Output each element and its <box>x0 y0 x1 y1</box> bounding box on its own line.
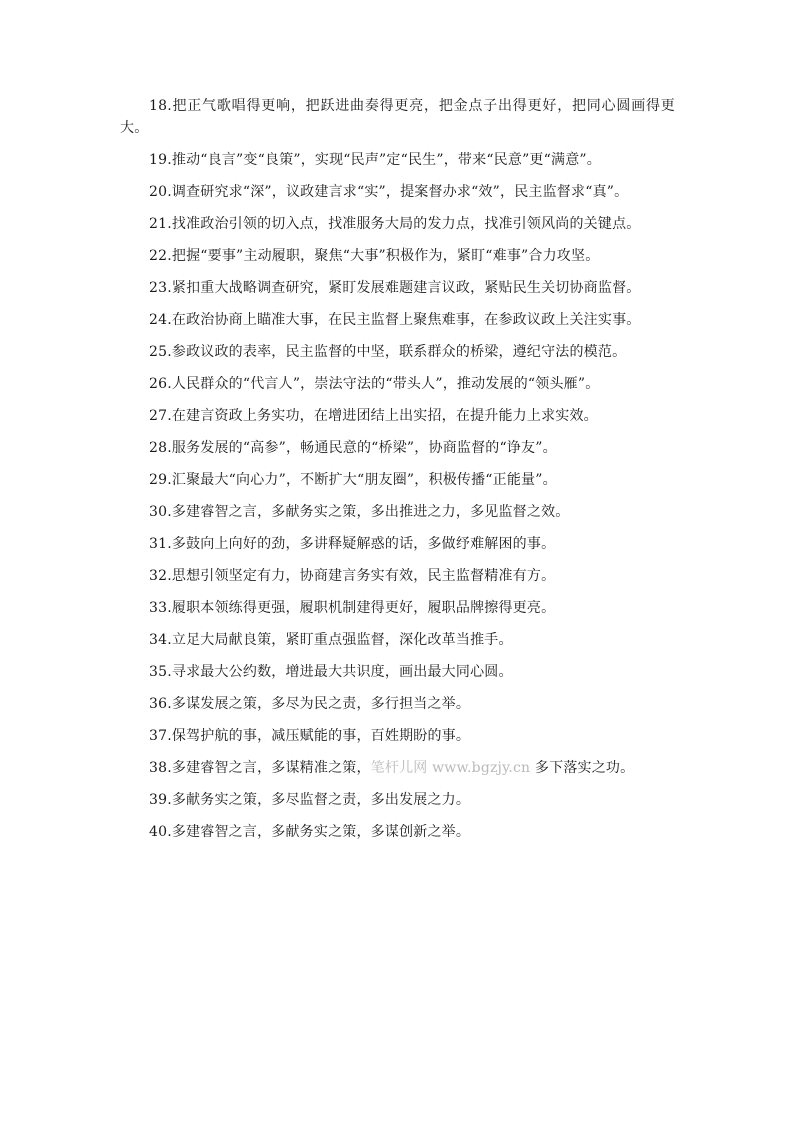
paragraph-18: 18.把正气歌唱得更响，把跃进曲奏得更亮，把金点子出得更好，把同心圆画得更大。 <box>120 98 675 136</box>
paragraph-24: 24.在政治协商上瞄准大事，在民主监督上聚焦难事，在参政议政上关注实事。 <box>149 312 641 328</box>
paragraph-32: 32.思想引领坚定有力，协商建言务实有效，民主监督精准有方。 <box>149 568 556 584</box>
paragraph-38-text-start: 38.多建睿智之言，多谋精准之策， <box>149 760 371 776</box>
paragraph-38-text-end: 多下落实之功。 <box>530 760 635 776</box>
paragraph-38 <box>120 757 675 779</box>
paragraph-37: 37.保驾护航的事，减压赋能的事，百姓期盼的事。 <box>149 728 471 744</box>
paragraph-27: 27.在建言资政上务实功，在增进团结上出实招，在提升能力上求实效。 <box>149 408 598 424</box>
paragraph-28: 28.服务发展的“高参”，畅通民意的“桥梁”，协商监督的“诤友”。 <box>149 440 557 456</box>
paragraph-36: 36.多谋发展之策，多尽为民之责，多行担当之举。 <box>149 696 471 712</box>
paragraph-40: 40.多建睿智之言，多献务实之策，多谋创新之举。 <box>149 824 471 840</box>
paragraph-33: 33.履职本领练得更强，履职机制建得更好，履职品牌擦得更亮。 <box>149 600 556 616</box>
paragraph-23: 23.紧扣重大战略调查研究，紧盯发展难题建言议政，紧贴民生关切协商监督。 <box>149 280 641 296</box>
paragraph-20: 20.调查研究求“深”，议政建言求“实”，提案督办求“效”，民主监督求“真”。 <box>149 184 629 200</box>
paragraph-35: 35.寻求最大公约数，增进最大共识度，画出最大同心圆。 <box>149 664 513 680</box>
paragraph-29: 29.汇聚最大“向心力”，不断扩大“朋友圈”，积极传播“正能量”。 <box>149 472 557 488</box>
paragraph-26: 26.人民群众的“代言人”，崇法守法的“带头人”，推动发展的“领头雁”。 <box>149 376 600 392</box>
site-watermark: 笔杆儿网 www.bgzjy.cn <box>370 760 531 776</box>
paragraph-34: 34.立足大局献良策，紧盯重点强监督，深化改革当推手。 <box>149 632 513 648</box>
paragraph-31: 31.多鼓向上向好的劲，多讲释疑解惑的话，多做纾难解困的事。 <box>149 536 556 552</box>
paragraph-22: 22.把握“要事”主动履职，聚焦“大事”积极作为，紧盯“难事”合力攻坚。 <box>149 248 600 264</box>
document-body <box>120 95 675 853</box>
paragraph-30: 30.多建睿智之言，多献务实之策，多出推进之力，多见监督之效。 <box>149 504 570 520</box>
paragraph-19: 19.推动“良言”变“良策”，实现“民声”定“民生”，带来“民意”更“满意”。 <box>149 152 601 168</box>
paragraph-25: 25.参政议政的表率，民主监督的中坚，联系群众的桥梁，遵纪守法的模范。 <box>149 344 627 360</box>
paragraph-21: 21.找准政治引领的切入点，找准服务大局的发力点，找准引领风尚的关键点。 <box>149 216 641 232</box>
paragraph-39: 39.多献务实之策，多尽监督之责，多出发展之力。 <box>149 792 471 808</box>
